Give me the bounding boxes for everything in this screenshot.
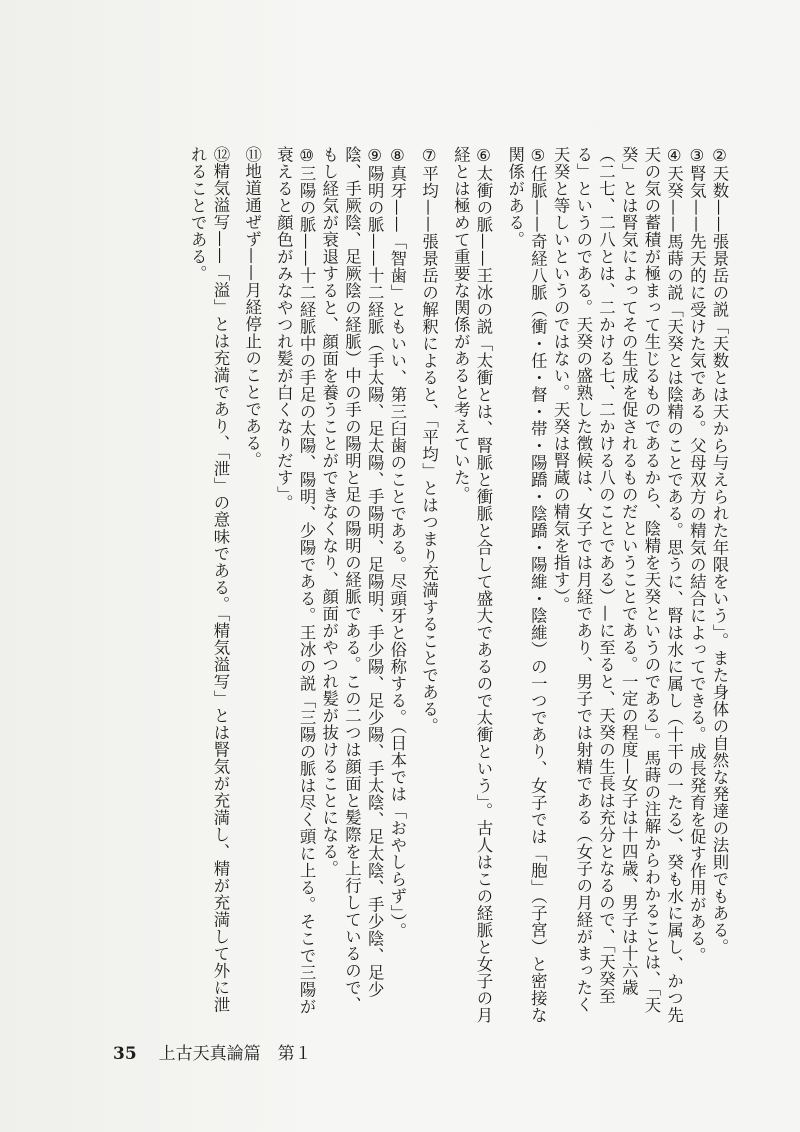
note-7 <box>417 146 440 1026</box>
note-text: ——「智歯」ともいい、第三臼歯のことである。尽頭牙と俗称する。（日本では「おやしらず」）。 <box>387 199 407 940</box>
note-5 <box>503 146 548 1026</box>
note-9 <box>317 146 385 1026</box>
note-number: ③ <box>687 146 707 165</box>
note-text: ——奇経八脈（衝・任・督・帯・陽蹻・陰蹻・陽維・陰維）の一つであり、女子では「胞」（子宮）と密接な関係がある。 <box>505 146 548 1024</box>
note-text: ——十二経脈（手太陽、足太陽、手陽明、足陽明、手少陽、足少陽、手太陰、足太陰、手少陰、足少陰、手厥陰、足厥陰の経脈）中の手の陽明と足の陽明の経脈である。この二つは顔面と髪際を上行しているので、もし経気が衰退すると、顔面を養うことができなくなり、顔面がやつれ髪が抜けることになる。 <box>319 146 385 1013</box>
note-number: ⑧ <box>387 146 407 165</box>
note-text: ——王冰の説「太衝とは、腎脈と衝脈と合して盛大であるので太衝という」。古人はこの経脈と女子の月経とは極めて重要な関係があると考えていた。 <box>451 146 493 1024</box>
note-term: 平均 <box>419 165 439 199</box>
note-6 <box>449 146 494 1026</box>
note-text: ——「溢」とは充満であり、「泄」の意味である。「精気溢写」とは腎気が充満し、精が充満して外に泄れることである。 <box>188 146 230 1013</box>
page-footer <box>113 1039 312 1064</box>
note-number: ⑪ <box>242 146 262 163</box>
note-number: ⑦ <box>419 146 439 165</box>
note-number: ⑤ <box>528 146 548 165</box>
note-term: 精気溢写 <box>210 162 230 231</box>
note-text: ——馬蒔の説「天癸とは陰精のことである。思うに、腎は水に属し（十干の一たる）、癸も水に属し、かつ先天の気の蓄積が極まって生じるものであるから、陰精を天癸というのである」。馬蒔の注解からわかることは、「天癸」とは腎気によってその生成を促されるものだということである。一定の程度—女子は十四歳、男子は十六歳（二七、二八とは、二かける七、二かける八のことである）—に至ると、天癸の生長は充分となるので、「天癸至る」というのである。天癸の盛熟した徴候は、女子では月経であり、男子では射精である（女子の月経がまったく天癸と等しいというのではない。天癸は腎蔵の精気を指す）。 <box>551 146 684 1024</box>
note-text: ——張景岳の解釈によると、「平均」とはつまり充満することである。 <box>419 199 439 735</box>
running-title: 上古天真論篇 第１ <box>158 1044 312 1064</box>
note-text: ——月経停止のことである。 <box>242 247 262 469</box>
note-term: 陽明の脈 <box>365 165 385 233</box>
note-text: ——張景岳の説「天数とは天から与えられた年限をいう」。また身体の自然な発達の法則でもある。 <box>710 199 729 956</box>
note-4 <box>548 146 684 1026</box>
note-2 <box>707 146 730 1026</box>
note-term: 太衝の脈 <box>473 165 493 233</box>
note-term: 三陽の脈 <box>297 165 317 233</box>
note-number: ② <box>710 146 729 165</box>
note-3 <box>685 146 708 1026</box>
note-11 <box>240 146 263 1026</box>
note-number: ⑩ <box>297 146 317 165</box>
note-term: 天癸 <box>664 165 684 199</box>
note-number: ⑥ <box>473 146 493 165</box>
note-term: 真牙 <box>387 165 407 199</box>
note-10 <box>272 146 317 1026</box>
annotation-notes <box>130 146 730 1026</box>
note-text: ——十二経脈中の手足の太陽、陽明、少陽である。王冰の説「三陽の脈は尽く頭に上る。そこで三陽が衰えると顔色がみなやつれ髪が白くなりだす」。 <box>274 146 317 1015</box>
page-number: 35 <box>113 1044 137 1064</box>
note-term: 地道通ぜず <box>242 162 262 248</box>
note-number: ⑨ <box>365 146 385 165</box>
note-number: ⑫ <box>210 146 230 163</box>
note-term: 任脈 <box>528 165 548 199</box>
note-8 <box>385 146 408 1026</box>
note-number: ④ <box>664 146 684 165</box>
note-text: ——先天的に受けた気である。父母双方の精気の結合によってできる。成長発育を促す作用がある。 <box>687 199 707 964</box>
note-term: 天数 <box>710 165 729 199</box>
note-12 <box>186 146 231 1026</box>
note-term: 腎気 <box>687 165 707 199</box>
